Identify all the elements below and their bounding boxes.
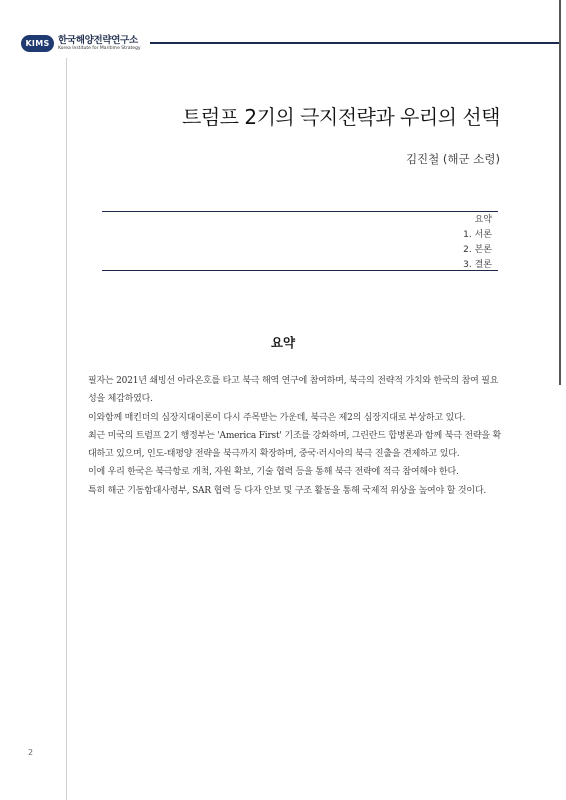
page-number: 2 bbox=[28, 748, 34, 757]
kims-logo-mark: KIMS bbox=[21, 35, 54, 52]
table-of-contents bbox=[102, 211, 498, 271]
right-edge-rule bbox=[559, 0, 561, 385]
document-title: 트럼프 2기의 극지전략과 우리의 선택 bbox=[182, 105, 500, 129]
summary-paragraph: 최근 미국의 트럼프 2기 행정부는 'America First' 기조를 강화하며, 그린란드 합병론과 함께 북극 전략을 확대하고 있으며, 인도-태평양 전략을 북극까지 확장하며, 중국·러시아의 북극 진출을 견제하고 있다. bbox=[88, 430, 501, 460]
summary-heading: 요약 bbox=[270, 335, 296, 350]
left-margin-rule bbox=[66, 58, 67, 800]
toc-item-conclusion: 3. 결론 bbox=[463, 260, 492, 270]
toc-item-intro: 1. 서론 bbox=[463, 230, 492, 240]
logo-text bbox=[58, 36, 141, 52]
org-name-english: Korea Institute for Maritime Strategy bbox=[58, 46, 141, 51]
header-rule bbox=[150, 42, 559, 44]
org-name-korean: 한국해양전략연구소 bbox=[58, 34, 138, 46]
summary-paragraph: 필자는 2021년 쇄빙선 아라온호를 타고 북극 해역 연구에 참여하며, 북극의 전략적 가치와 한국의 참여 필요성을 체감하였다. bbox=[88, 376, 499, 405]
toc-list bbox=[463, 212, 492, 273]
author-line: 김진철 (해군 소령) bbox=[405, 152, 500, 166]
institute-logo bbox=[21, 35, 141, 52]
summary-paragraph: 이에 우리 한국은 북극항로 개척, 자원 확보, 기술 협력 등을 통해 북극 전략에 적극 참여해야 한다. bbox=[88, 467, 459, 478]
toc-heading: 요약 bbox=[474, 215, 492, 225]
summary-paragraph: 특히 해군 기동함대사령부, SAR 협력 등 다자 안보 및 구조 활동을 통해 국제적 위상을 높여야 할 것이다. bbox=[88, 485, 487, 496]
summary-paragraph: 이와함께 매킨더의 심장지대이론이 다시 주목받는 가운데, 북극은 제2의 심장지대로 부상하고 있다. bbox=[88, 412, 466, 423]
summary-body bbox=[88, 372, 502, 500]
toc-item-body: 2. 본론 bbox=[463, 245, 492, 255]
